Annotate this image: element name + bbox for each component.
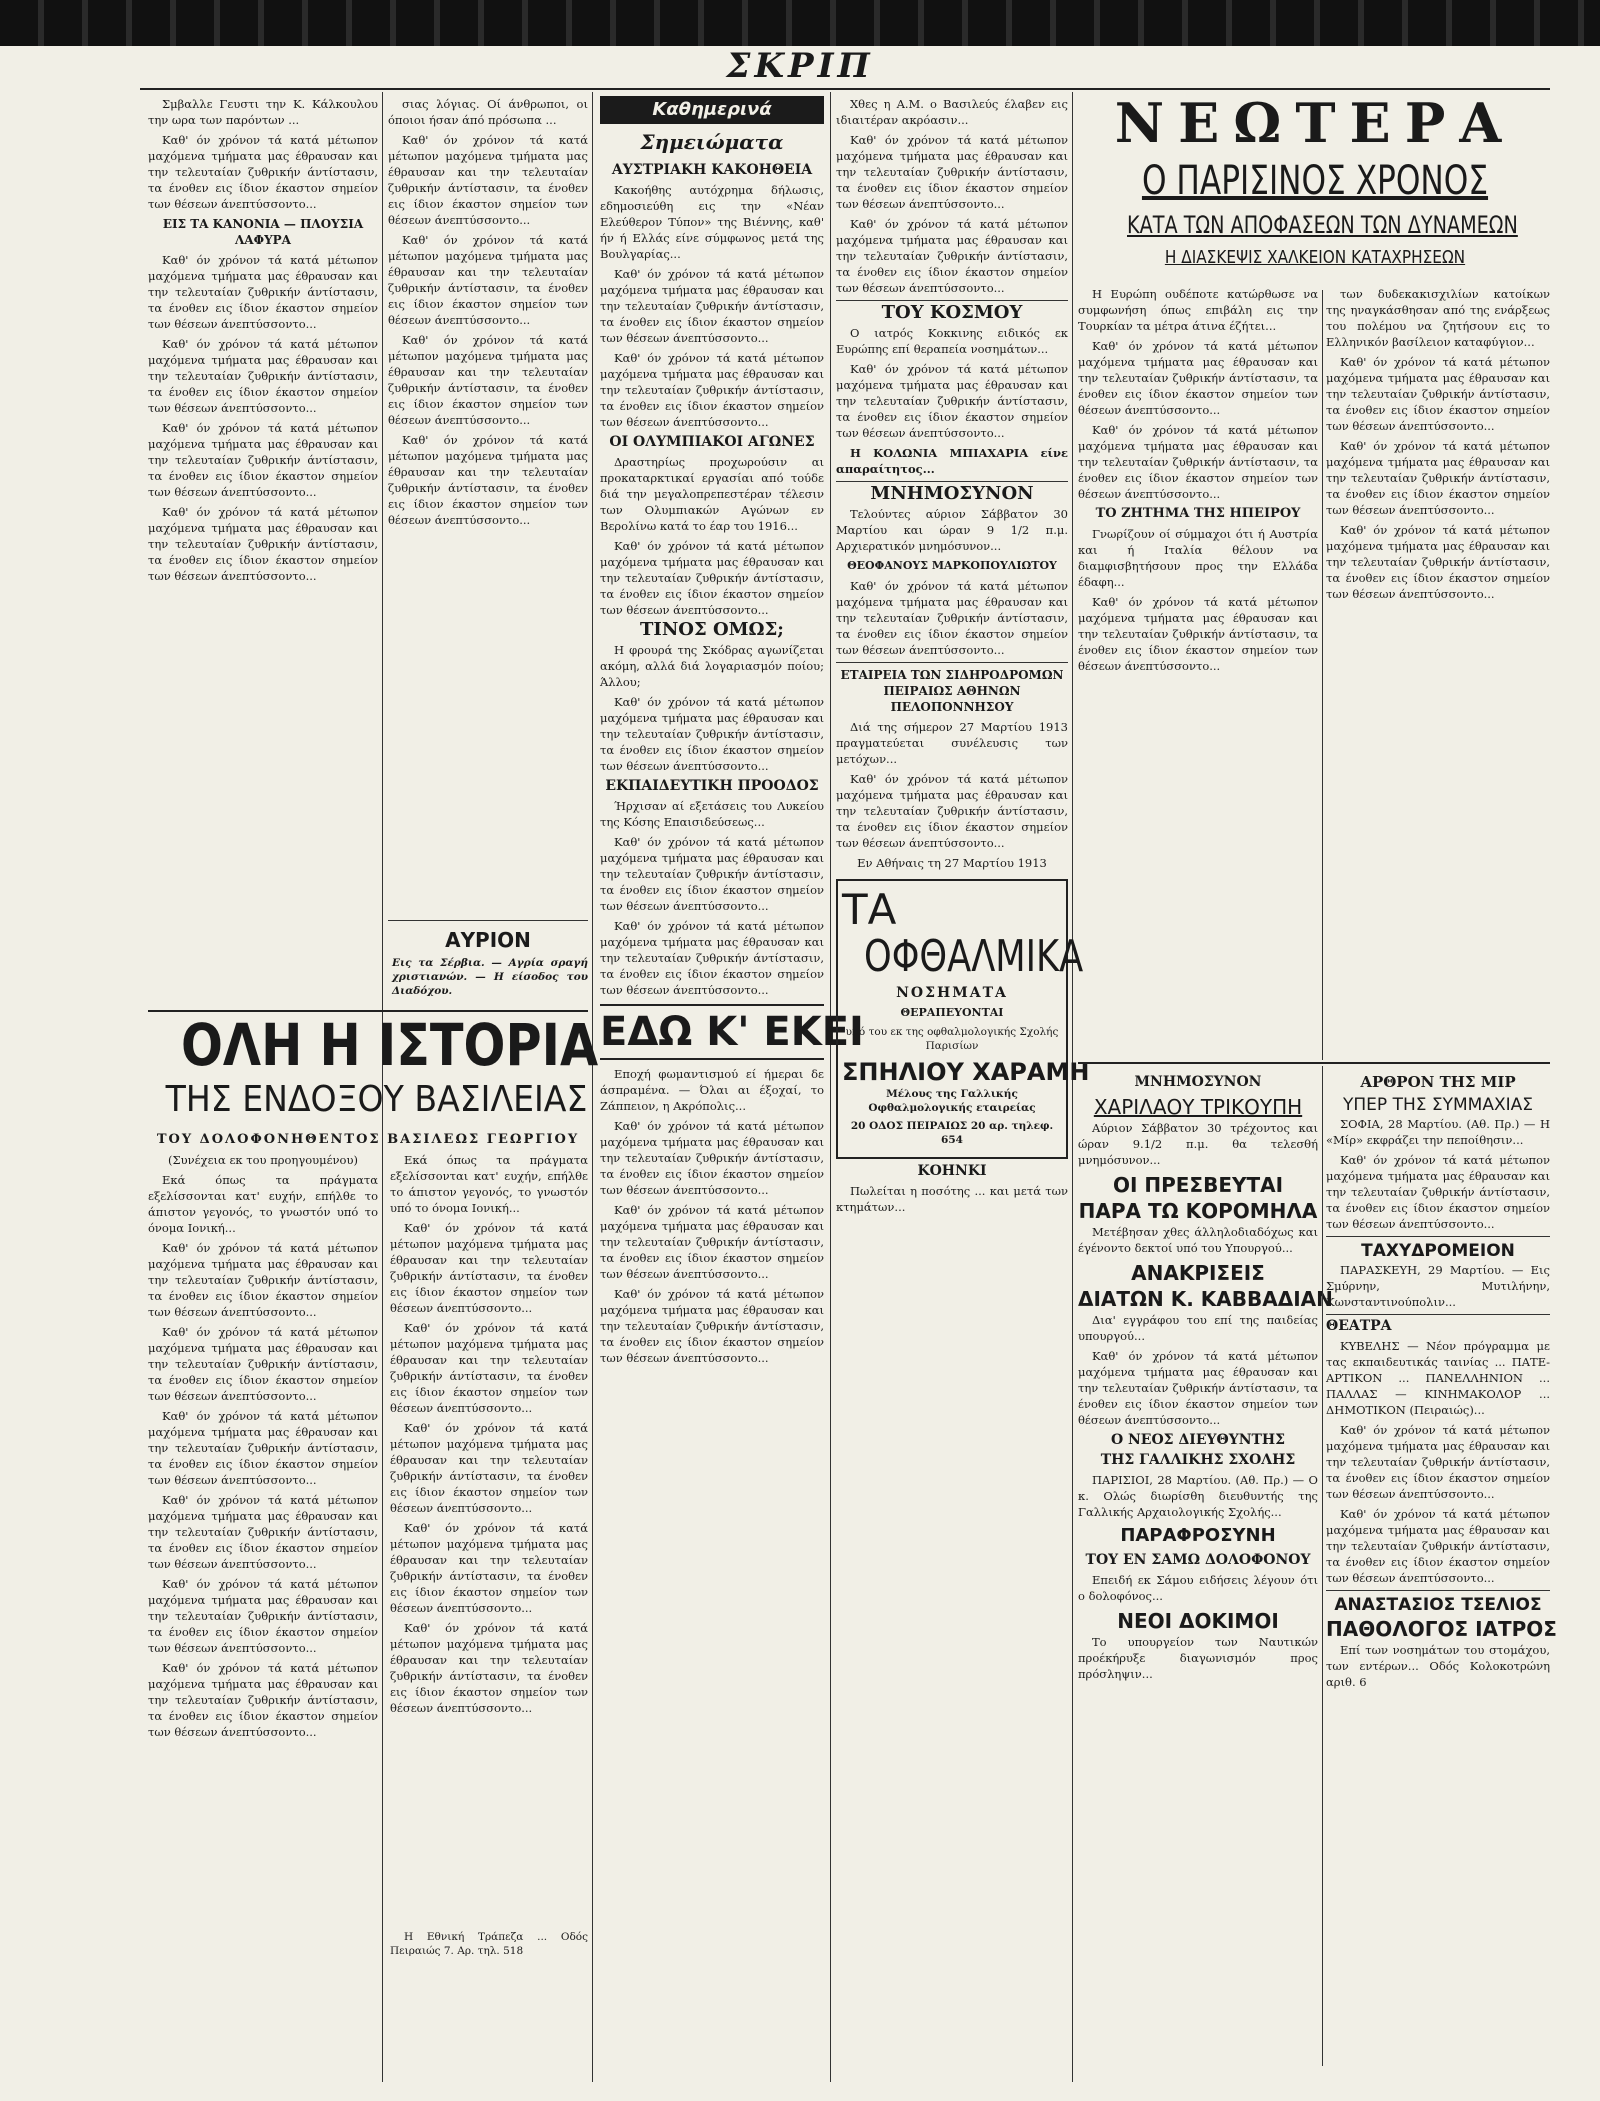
neotera-col-right [1326,286,1550,1056]
avrion-text: Εις τα Σέρβια. — Αγρία σραγή χριστιανών. — Η είσοδος του Διαδόχου. [392,957,588,997]
parafr-title-2: ΤΟΥ ΕΝ ΣΑΜΩ ΔΟΛΟΦΟΝΟΥ [1085,1552,1311,1568]
istoria-body-3: Καθ' όν χρόνον τά κατά μέτωπον μαχόμενα τμήματα μας έθραυσαν και την τελευταίαν ζυθρικήν άντίστασιν, τα ένοθεν εις ίδιον έκαστον σημείον των θέσεων άνεπτύσσοντο... [148,1325,378,1403]
neotera-body-r: των δυδεκακισχιλίων κατοίκων της ηναγκάσθησαν από της ενάρξεως του πολέμου να ζητήσουν εις το Ελληνικόν βασίλειον καταφύγιον... [1326,287,1550,349]
s1-body-2: Καθ' όν χρόνον τά κατά μέτωπον μαχόμενα τμήματα μας έθραυσαν και την τελευταίαν ζυθρικήν άντίστασιν, τα ένοθεν εις ίδιον έκαστον σημείον των θέσεων άνεπτύσσοντο... [600,267,824,345]
col2-body-5: Καθ' όν χρόνον τά κατά μέτωπον μαχόμενα τμήματα μας έθραυσαν και την τελευταίαν ζυθρικήν άντίστασιν, τα ένοθεν εις ίδιον έκαστον σημείον των θέσεων άνεπτύσσοντο... [388,433,588,527]
arthron-body-2: Καθ' όν χρόνον τά κατά μέτωπον μαχόμενα τμήματα μας έθραυσαν και την τελευταίαν ζυθρικήν άντίστασιν, τα ένοθεν εις ίδιον έκαστον σημείον των θέσεων άνεπτύσσοντο... [1326,1153,1550,1231]
mnim-body: Αύριον Σάββατον 30 τρέχοντος και ώραν 9.1/2 π.μ. θα τελεσθή μνημόσυνον... [1078,1121,1318,1167]
col2-body-2: Καθ' όν χρόνον τά κατά μέτωπον μαχόμενα τμήματα μας έθραυσαν και την τελευταίαν ζυθρικήν άντίστασιν, τα ένοθεν εις ίδιον έκαστον σημείον των θέσεων άνεπτύσσοντο... [388,133,588,227]
footer-text: Η Εθνική Τράπεζα ... Οδός Πειραιώς 7. Αρ. τηλ. 518 [390,1931,588,1957]
anakr-body: Δια' εγγράφου του επί της παιδείας υπουργού... [1078,1313,1318,1343]
etaireia-title: ΕΤΑΙΡΕΙΑ ΤΩΝ ΣΙΔΗΡΟΔΡΟΜΩΝ ΠΕΙΡΑΙΩΣ ΑΘΗΝΩΝ ΠΕΛΟΠΟΝΝΗΣΟΥ [836,662,1068,715]
column-divider [1322,290,1323,1060]
column-4 [836,96,1090,1996]
kathimerina-subheader: Σημειώματα [640,130,784,154]
theatra-body-3: Καθ' όν χρόνον τά κατά μέτωπον μαχόμενα τμήματα μας έθραυσαν και την τελευταίαν ζυθρικήν άντίστασιν, τα ένοθεν εις ίδιον έκαστον σημείον των θέσεων άνεπτύσσοντο... [1326,1507,1550,1585]
mnimosyno-name: ΘΕΟΦΑΝΟΥΣ ΜΑΡΚΟΠΟΥΛΙΩΤΟΥ [847,559,1057,572]
istoria-title: ΟΛΗ Η ΙΣΤΟΡΙΑ [181,1011,599,1079]
presvy-body: Μετέβησαν χθες άλληλοδιαδόχως και έγένοντο δεκτοί υπό του Υπουργού... [1078,1225,1318,1255]
edo-body-3: Καθ' όν χρόνον τά κατά μέτωπον μαχόμενα τμήματα μας έθραυσαν και την τελευταίαν ζυθρικήν άντίστασιν, τα ένοθεν εις ίδιον έκαστον σημείον των θέσεων άνεπτύσσοντο... [600,1203,824,1281]
ad-doctor-sub: Μέλους της Γαλλικής Οφθαλμολογικής εταιρείας [868,1088,1036,1114]
scan-border [0,0,1600,46]
edo-title: ΕΔΩ Κ' ΕΚΕΙ [600,1004,824,1060]
ad-text: υπό του εκ της οφθαλμολογικής Σχολής Παρισίων [845,1026,1059,1052]
arthron-body: ΣΟΦΙΑ, 28 Μαρτίου. (Αθ. Πρ.) — Η «Μίρ» εκφράζει την πεποίθησιν... [1326,1117,1550,1147]
col1-intro: Σμβαλλε Γευστι την Κ. Κάλκουλου την ωρα των παρόντων ... [148,97,378,127]
rule [388,920,588,921]
presvy-title: ΟΙ ΠΡΕΣΒΕΥΤΑΙ [1112,1173,1284,1197]
ad-doctor: ΣΠΗΛΙΟΥ ΧΑΡΑΜΗ [842,1058,1090,1086]
s3-title: ΤΙΝΟΣ ΟΜΩΣ; [640,619,784,640]
neos-body: ΠΑΡΙΣΙΟΙ, 28 Μαρτίου. (Αθ. Πρ.) — Ο κ. Ολώς διωρίσθη διευθυντής της Γαλλικής Αρχαιολογικής Σχολής... [1078,1473,1318,1519]
istoria-body-4: Καθ' όν χρόνον τά κατά μέτωπον μαχόμενα τμήματα μας έθραυσαν και την τελευταίαν ζυθρικήν άντίστασιν, τα ένοθεν εις ίδιον έκαστον σημείον των θέσεων άνεπτύσσοντο... [148,1409,378,1487]
neotera-body-l-2: Καθ' όν χρόνον τά κατά μέτωπον μαχόμενα τμήματα μας έθραυσαν και την τελευταίαν ζυθρικήν άντίστασιν, τα ένοθεν εις ίδιον έκαστον σημείον των θέσεων άνεπτύσσοντο... [1078,339,1318,417]
s2-body-2: Καθ' όν χρόνον τά κατά μέτωπον μαχόμενα τμήματα μας έθραυσαν και την τελευταίαν ζυθρικήν άντίστασιν, τα ένοθεν εις ίδιον έκαστον σημείον των θέσεων άνεπτύσσοντο... [600,539,824,617]
s4-body: Ήρχισαν αί εξετάσεις του Λυκείου της Κόσης Επαισιδεύσεως... [600,799,824,829]
kosmou-body: Ο ιατρός Κοκκινης ειδικός εκ Ευρώπης επί θεραπεία νοσημάτων... [836,326,1068,356]
istoria-body-10: Καθ' όν χρόνον τά κατά μέτωπον μαχόμενα τμήματα μας έθραυσαν και την τελευταίαν ζυθρικήν άντίστασιν, τα ένοθεν εις ίδιον έκαστον σημείον των θέσεων άνεπτύσσοντο... [390,1321,588,1415]
istoria-body: Εκά όπως τα πράγματα εξελίσσονται κατ' ευχήν, επήλθε το άπιστον γεγονός, το γνωστόν υπό το όνομα Ιονική... [148,1173,378,1235]
s4-title: ΕΚΠΑΙΔΕΥΤΙΚΗ ΠΡΟΟΔΟΣ [605,778,819,794]
masthead: ΣΚΡΙΠ [726,46,874,86]
column-divider [830,92,831,2082]
col1-intro-cont: Καθ' όν χρόνον τά κατά μέτωπον μαχόμενα τμήματα μας έθραυσαν και την τελευταίαν ζυθρικήν άντίστασιν, τα ένοθεν εις ίδιον έκαστον σημείον των θέσεων άνεπτύσσοντο... [148,133,378,211]
istoria-body-2: Καθ' όν χρόνον τά κατά μέτωπον μαχόμενα τμήματα μας έθραυσαν και την τελευταίαν ζυθρικήν άντίστασιν, τα ένοθεν εις ίδιον έκαστον σημείον των θέσεων άνεπτύσσοντο... [148,1241,378,1319]
anakr-title-2: ΔΙΑΤΩΝ Κ. ΚΑΒΒΑΔΙΑΝ [1078,1287,1333,1311]
theatra-body: ΚΥΒΕΛΗΣ — Νέον πρόγραμμα με τας εκπαιδευτικάς ταινίας ... ΠΑΤΕ-ΑΡΤΙΚΟΝ ... ΠΑΝΕΛΛΗΝΙΟΝ ... ΠΑΛΛΑΣ — ΚΙΝΗΜΑΚΟΛΟΡ ... ΔΗΜΟΤΙΚΟΝ (Πειραιώς)... [1326,1339,1550,1417]
col2-body: σιας λόγιας. Οί άνθρωποι, οι όποιοι ήσαν άπό πρόσωπα ... [388,97,588,127]
istoria-col-2-end [390,1930,588,2080]
istoria-col-2 [390,1152,588,1922]
col1-body-4: Καθ' όν χρόνον τά κατά μέτωπον μαχόμενα τμήματα μας έθραυσαν και την τελευταίαν ζυθρικήν άντίστασιν, τα ένοθεν εις ίδιον έκαστον σημείον των θέσεων άνεπτύσσοντο... [148,505,378,583]
istoria-body-5: Καθ' όν χρόνον τά κατά μέτωπον μαχόμενα τμήματα μας έθραυσαν και την τελευταίαν ζυθρικήν άντίστασιν, τα ένοθεν εις ίδιον έκαστον σημείον των θέσεων άνεπτύσσοντο... [148,1493,378,1571]
column-1 [148,96,378,956]
neos-title: Ο ΝΕΟΣ ΔΙΕΥΘΥΝΤΗΣ [1110,1432,1286,1448]
col2-body-4: Καθ' όν χρόνον τά κατά μέτωπον μαχόμενα τμήματα μας έθραυσαν και την τελευταίαν ζυθρικήν άντίστασιν, τα ένοθεν εις ίδιον έκαστον σημείον των θέσεων άνεπτύσσοντο... [388,333,588,427]
istoria-subtitle: ΤΟΥ ΔΟΛΟΦΟΝΗΘΕΝΤΟΣ ΒΑΣΙΛΕΩΣ ΓΕΩΡΓΙΟΥ [156,1132,580,1147]
mnimosyno-title: ΜΝΗΜΟΣΥΝΟΝ [836,481,1068,502]
edo-body-2: Καθ' όν χρόνον τά κατά μέτωπον μαχόμενα τμήματα μας έθραυσαν και την τελευταίαν ζυθρικήν άντίστασιν, τα ένοθεν εις ίδιον έκαστον σημείον των θέσεων άνεπτύσσοντο... [600,1119,824,1197]
neotera-col-left [1078,286,1318,1056]
rule [1078,1062,1550,1064]
etaireia-body: Διά της σήμερον 27 Μαρτίου 1913 πραγματεύεται συνέλευσις των μετόχων... [836,720,1068,766]
s1-body: Κακοήθης αυτόχρημα δήλωσις, εδημοσιεύθη εις την «Νέαν Ελεύθερον Τύπον» της Βιέννης, καθ' ήν ή Ελλάς είνε σύμφωνος μετά της Βουλγαρίας... [600,183,824,261]
s3-body-2: Καθ' όν χρόνον τά κατά μέτωπον μαχόμενα τμήματα μας έθραυσαν και την τελευταίαν ζυθρικήν άντίστασιν, τα ένοθεν εις ίδιον έκαστον σημείον των θέσεων άνεπτύσσοντο... [600,695,824,773]
tachy-body: ΠΑΡΑΣΚΕΥΗ, 29 Μαρτίου. — Εις Σμύρνην, Μυτιλήνην, Κωνσταντινούπολιν... [1326,1263,1550,1309]
arthron-title: ΑΡΘΡΟΝ ΤΗΣ ΜΙΡ [1360,1073,1516,1091]
s2-title: ΟΙ ΟΛΥΜΠΙΑΚΟΙ ΑΓΩΝΕΣ [609,434,815,450]
istoria-title-2: ΤΗΣ ΕΝΔΟΞΟΥ ΒΑΣΙΛΕΙΑΣ [165,1079,588,1120]
dokimoi-body: Το υπουργείον των Ναυτικών προέκήρυξε διαγωνισμόν προς πρόσληψιν... [1078,1635,1318,1681]
neotera-body-l-3: Καθ' όν χρόνον τά κατά μέτωπον μαχόμενα τμήματα μας έθραυσαν και την τελευταίαν ζυθρικήν άντίστασιν, τα ένοθεν εις ίδιον έκαστον σημείον των θέσεων άνεπτύσσοντο... [1078,423,1318,501]
ipeiros-title: ΤΟ ΖΗΤΗΜΑ ΤΗΣ ΗΠΕΙΡΟΥ [1095,506,1301,521]
column-divider [592,92,593,2082]
ipeiros-body: Γνωρίζουν οί σύμμαχοι ότι ή Αυστρία και ή Ιταλία θέλουν να διαμφισβητήσουν προς την Ελλάδα έδαφη... [1078,527,1318,589]
mnim-name: ΧΑΡΙΛΑΟΥ ΤΡΙΚΟΥΠΗ [1093,1095,1303,1119]
ipeiros-body-2: Καθ' όν χρόνον τά κατά μέτωπον μαχόμενα τμήματα μας έθραυσαν και την τελευταίαν ζυθρικήν άντίστασιν, τα ένοθεν εις ίδιον έκαστον σημείον των θέσεων άνεπτύσσοντο... [1078,595,1318,673]
presvy-title-2: ΠΑΡΑ ΤΩ ΚΟΡΟΜΗΛΑ [1078,1199,1318,1223]
ofthalmika-ad [836,879,1090,1159]
s4-body-2: Καθ' όν χρόνον τά κατά μέτωπον μαχόμενα τμήματα μας έθραυσαν και την τελευταίαν ζυθρικήν άντίστασιν, τα ένοθεν εις ίδιον έκαστον σημείον των θέσεων άνεπτύσσοντο... [600,835,824,913]
ad-body: Επί των νοσημάτων του στομάχου, των εντέρων... Οδός Κολοκοτρώνη αριθ. 6 [1326,1643,1550,1689]
ad-name: ΑΝΑΣΤΑΣΙΟΣ ΤΣΕΛΙΟΣ [1326,1590,1550,1616]
anakr-title: ΑΝΑΚΡΙΣΕΙΣ [1131,1261,1265,1285]
parafr-body: Επειδή εκ Σάμου ειδήσεις λέγουν ότι ο δολοφόνος... [1078,1573,1318,1603]
dokimoi-title: ΝΕΟΙ ΔΟΚΙΜΟΙ [1117,1609,1279,1633]
etaireia-body-2: Καθ' όν χρόνον τά κατά μέτωπον μαχόμενα τμήματα μας έθραυσαν και την τελευταίαν ζυθρικήν άντίστασιν, τα ένοθεν εις ίδιον έκαστον σημείον των θέσεων άνεπτύσσοντο... [836,772,1068,850]
theatra-body-2: Καθ' όν χρόνον τά κατά μέτωπον μαχόμενα τμήματα μας έθραυσαν και την τελευταίαν ζυθρικήν άντίστασιν, τα ένοθεν εις ίδιον έκαστον σημείον των θέσεων άνεπτύσσοντο... [1326,1423,1550,1501]
neotera-body-r-4: Καθ' όν χρόνον τά κατά μέτωπον μαχόμενα τμήματα μας έθραυσαν και την τελευταίαν ζυθρικήν άντίστασιν, τα ένοθεν εις ίδιον έκαστον σημείον των θέσεων άνεπτύσσοντο... [1326,523,1550,601]
col1-body-3: Καθ' όν χρόνον τά κατά μέτωπον μαχόμενα τμήματα μας έθραυσαν και την τελευταίαν ζυθρικήν άντίστασιν, τα ένοθεν εις ίδιον έκαστον σημείον των θέσεων άνεπτύσσοντο... [148,421,378,499]
kosmou-body-2: Καθ' όν χρόνον τά κατά μέτωπον μαχόμενα τμήματα μας έθραυσαν και την τελευταίαν ζυθρικήν άντίστασιν, τα ένοθεν εις ίδιον έκαστον σημείον των θέσεων άνεπτύσσοντο... [836,362,1068,440]
col1-body-2: Καθ' όν χρόνον τά κατά μέτωπον μαχόμενα τμήματα μας έθραυσαν και την τελευταίαν ζυθρικήν άντίστασιν, τα ένοθεν εις ίδιον έκαστον σημείον των θέσεων άνεπτύσσοντο... [148,337,378,415]
istoria-body-12: Καθ' όν χρόνον τά κατά μέτωπον μαχόμενα τμήματα μας έθραυσαν και την τελευταίαν ζυθρικήν άντίστασιν, τα ένοθεν εις ίδιον έκαστον σημείον των θέσεων άνεπτύσσοντο... [390,1521,588,1615]
s1-title: ΑΥΣΤΡΙΑΚΗ ΚΑΚΟΗΘΕΙΑ [611,162,813,178]
s3-body: Η φρουρά της Σκόδρας αγωνίζεται ακόμη, αλλά διά λογαριασμόν ποίου; Άλλου; [600,643,824,689]
neotera-body-r-3: Καθ' όν χρόνον τά κατά μέτωπον μαχόμενα τμήματα μας έθραυσαν και την τελευταίαν ζυθρικήν άντίστασιν, τα ένοθεν εις ίδιον έκαστον σημείον των θέσεων άνεπτύσσοντο... [1326,439,1550,517]
arthron-title-2: ΥΠΕΡ ΤΗΣ ΣΥΜΜΑΧΙΑΣ [1343,1095,1533,1115]
col4-top: Χθες η Α.Μ. ο Βασιλεύς έλαβεν εις ιδιαιτέραν ακρόασιν... [836,97,1068,127]
anakr-body-2: Καθ' όν χρόνον τά κατά μέτωπον μαχόμενα τμήματα μας έθραυσαν και την τελευταίαν ζυθρικήν άντίστασιν, τα ένοθεν εις ίδιον έκαστον σημείον των θέσεων άνεπτύσσοντο... [1078,1349,1318,1427]
parafr-title: ΠΑΡΑΦΡΟΣΥΝΗ [1120,1525,1276,1546]
column-divider [1322,1066,1323,2066]
neotera-body-r-2: Καθ' όν χρόνον τά κατά μέτωπον μαχόμενα τμήματα μας έθραυσαν και την τελευταίαν ζυθρικήν άντίστασιν, τα ένοθεν εις ίδιον έκαστον σημείον των θέσεων άνεπτύσσοντο... [1326,355,1550,433]
neotera-lower-right [1326,1070,1557,2070]
neotera-h2: ΚΑΤΑ ΤΩΝ ΑΠΟΦΑΣΕΩΝ ΤΩΝ ΔΥΝΑΜΕΩΝ [1127,211,1518,239]
istoria-body-7: Καθ' όν χρόνον τά κατά μέτωπον μαχόμενα τμήματα μας έθραυσαν και την τελευταίαν ζυθρικήν άντίστασιν, τα ένοθεν εις ίδιον έκαστον σημείον των θέσεων άνεπτύσσοντο... [148,1661,378,1739]
s4-body-3: Καθ' όν χρόνον τά κατά μέτωπον μαχόμενα τμήματα μας έθραυσαν και την τελευταίαν ζυθρικήν άντίστασιν, τα ένοθεν εις ίδιον έκαστον σημείον των θέσεων άνεπτύσσοντο... [600,919,824,997]
istoria-body-6: Καθ' όν χρόνον τά κατά μέτωπον μαχόμενα τμήματα μας έθραυσαν και την τελευταίαν ζυθρικήν άντίστασιν, τα ένοθεν εις ίδιον έκαστον σημείον των θέσεων άνεπτύσσοντο... [148,1577,378,1655]
neotera-title: ΝΕΩΤΕΡΑ [1114,91,1516,155]
istoria-body-13: Καθ' όν χρόνον τά κατά μέτωπον μαχόμενα τμήματα μας έθραυσαν και την τελευταίαν ζυθρικήν άντίστασιν, τα ένοθεν εις ίδιον έκαστον σημείον των θέσεων άνεπτύσσοντο... [390,1621,588,1715]
kosmou-title: ΤΟΥ ΚΟΣΜΟΥ [836,300,1068,321]
edo-body-4: Καθ' όν χρόνον τά κατά μέτωπον μαχόμενα τμήματα μας έθραυσαν και την τελευταίαν ζυθρικήν άντίστασιν, τα ένοθεν εις ίδιον έκαστον σημείον των θέσεων άνεπτύσσοντο... [600,1287,824,1365]
istoria-note: (Συνέχεια εκ του προηγουμένου) [168,1153,358,1167]
ad-therapeuontai: ΘΕΡΑΠΕΥΟΝΤΑΙ [900,1006,1004,1019]
mnimosyno-body: Τελούντες αύριον Σάββατον 30 Μαρτίου και ώραν 9 1/2 π.μ. Αρχιερατικόν μνημόσυνον... [836,507,1068,553]
theatra-title: ΘΕΑΤΡΑ [1326,1314,1550,1334]
kohnki-body: Πωλείται η ποσότης ... και μετά των κτημάτων... [836,1184,1068,1214]
col2-body-3: Καθ' όν χρόνον τά κατά μέτωπον μαχόμενα τμήματα μας έθραυσαν και την τελευταίαν ζυθρικήν άντίστασιν, τα ένοθεν εις ίδιον έκαστον σημείον των θέσεων άνεπτύσσοντο... [388,233,588,327]
mnimosyno-body-2: Καθ' όν χρόνον τά κατά μέτωπον μαχόμενα τμήματα μας έθραυσαν και την τελευταίαν ζυθρικήν άντίστασιν, τα ένοθεν εις ίδιον έκαστον σημείον των θέσεων άνεπτύσσοντο... [836,579,1068,657]
mnim-title: ΜΝΗΜΟΣΥΝΟΝ [1134,1074,1262,1090]
istoria-body-8: Εκά όπως τα πράγματα εξελίσσονται κατ' ευχήν, επήλθε το άπιστον γεγονός, το γνωστόν υπό το όνομα Ιονική... [390,1153,588,1215]
neotera-body-l: Η Ευρώπη ουδέποτε κατώρθωσε να συμφωνήση όπως επιβάλη εις την Τουρκίαν τα μέτρα άτινα έζήτει... [1078,287,1318,333]
ad-title: ΠΑΘΟΛΟΓΟΣ ΙΑΤΡΟΣ [1326,1617,1557,1641]
istoria-body-9: Καθ' όν χρόνον τά κατά μέτωπον μαχόμενα τμήματα μας έθραυσαν και την τελευταίαν ζυθρικήν άντίστασιν, τα ένοθεν εις ίδιον έκαστον σημείον των θέσεων άνεπτύσσοντο... [390,1221,588,1315]
kolonia-ad: Η ΚΟΛΩΝΙΑ ΜΠΙΑΧΑΡΙΑ είνε απαραίτητος... [836,446,1068,476]
masthead-rule [140,88,1550,90]
neotera-h3: Η ΔΙΑΣΚΕΨΙΣ ΧΑΛΚΕΙΟΝ ΚΑΤΑΧΡΗΣΕΩΝ [1164,247,1466,268]
neos-title-2: ΤΗΣ ΓΑΛΛΙΚΗΣ ΣΧΟΛΗΣ [1100,1452,1296,1468]
edo-body: Εποχή φωμαντισμού εί ήμεραι δε άσπραμένα. — Όλαι αι έξοχαί, το Ζάππειον, η Ακρόπολις... [600,1067,824,1113]
ad-address: 20 ΟΔΟΣ ΠΕΙΡΑΙΩΣ 20 αρ. τηλεφ. 654 [850,1120,1054,1146]
kohnki-title: ΚΟΗΝΚΙ [917,1163,987,1179]
column-2 [388,96,588,916]
column-3 [600,158,864,2038]
s1-body-3: Καθ' όν χρόνον τά κατά μέτωπον μαχόμενα τμήματα μας έθραυσαν και την τελευταίαν ζυθρικήν άντίστασιν, τα ένοθεν εις ίδιον έκαστον σημείον των θέσεων άνεπτύσσοντο... [600,351,824,429]
tachy-title: ΤΑΧΥΔΡΟΜΕΙΟΝ [1326,1236,1550,1262]
istoria-body-11: Καθ' όν χρόνον τά κατά μέτωπον μαχόμενα τμήματα μας έθραυσαν και την τελευταίαν ζυθρικήν άντίστασιν, τα ένοθεν εις ίδιον έκαστον σημείον των θέσεων άνεπτύσσοντο... [390,1421,588,1515]
ad-ta: ΤΑ [842,885,897,934]
ad-ofthalmika: ΟΦΘΑΛΜΙΚΑ [864,931,1084,982]
col4-top-2: Καθ' όν χρόνον τά κατά μέτωπον μαχόμενα τμήματα μας έθραυσαν και την τελευταίαν ζυθρικήν άντίστασιν, τα ένοθεν εις ίδιον έκαστον σημείον των θέσεων άνεπτύσσοντο... [836,133,1068,211]
col1-section-title: ΕΙΣ ΤΑ ΚΑΝΟΝΙΑ — ΠΛΟΥΣΙΑ ΛΑΦΥΡΑ [162,217,364,247]
avrion-title: ΑΥΡΙΟΝ [445,928,531,952]
istoria-col-1 [148,1152,378,2072]
col1-body: Καθ' όν χρόνον τά κατά μέτωπον μαχόμενα τμήματα μας έθραυσαν και την τελευταίαν ζυθρικήν άντίστασιν, τα ένοθεν εις ίδιον έκαστον σημείον των θέσεων άνεπτύσσοντο... [148,253,378,331]
kathimerina-header: Καθημερινά [600,96,824,124]
ad-nosimata: ΝΟΣΗΜΑΤΑ [896,985,1008,1001]
etaireia-date: Εν Αθήναις τη 27 Μαρτίου 1913 [857,856,1047,870]
neotera-h1: Ο ΠΑΡΙΣΙΝΟΣ ΧΡΟΝΟΣ [1141,158,1489,204]
neotera-lower-left [1078,1070,1333,2070]
col4-top-3: Καθ' όν χρόνον τά κατά μέτωπον μαχόμενα τμήματα μας έθραυσαν και την τελευταίαν ζυθρικήν άντίστασιν, τα ένοθεν εις ίδιον έκαστον σημείον των θέσεων άνεπτύσσοντο... [836,217,1068,295]
s2-body: Δραστηρίως προχωρούσιν αι προκαταρκτικαί εργασίαι από τούδε διά την μεγαλοπρεπεστέραν τέλεσιν των Ολυμπιακών Αγώνων εν Βερολίνω κατά το έαρ του 1916... [600,455,824,533]
column-divider [1072,92,1073,2082]
